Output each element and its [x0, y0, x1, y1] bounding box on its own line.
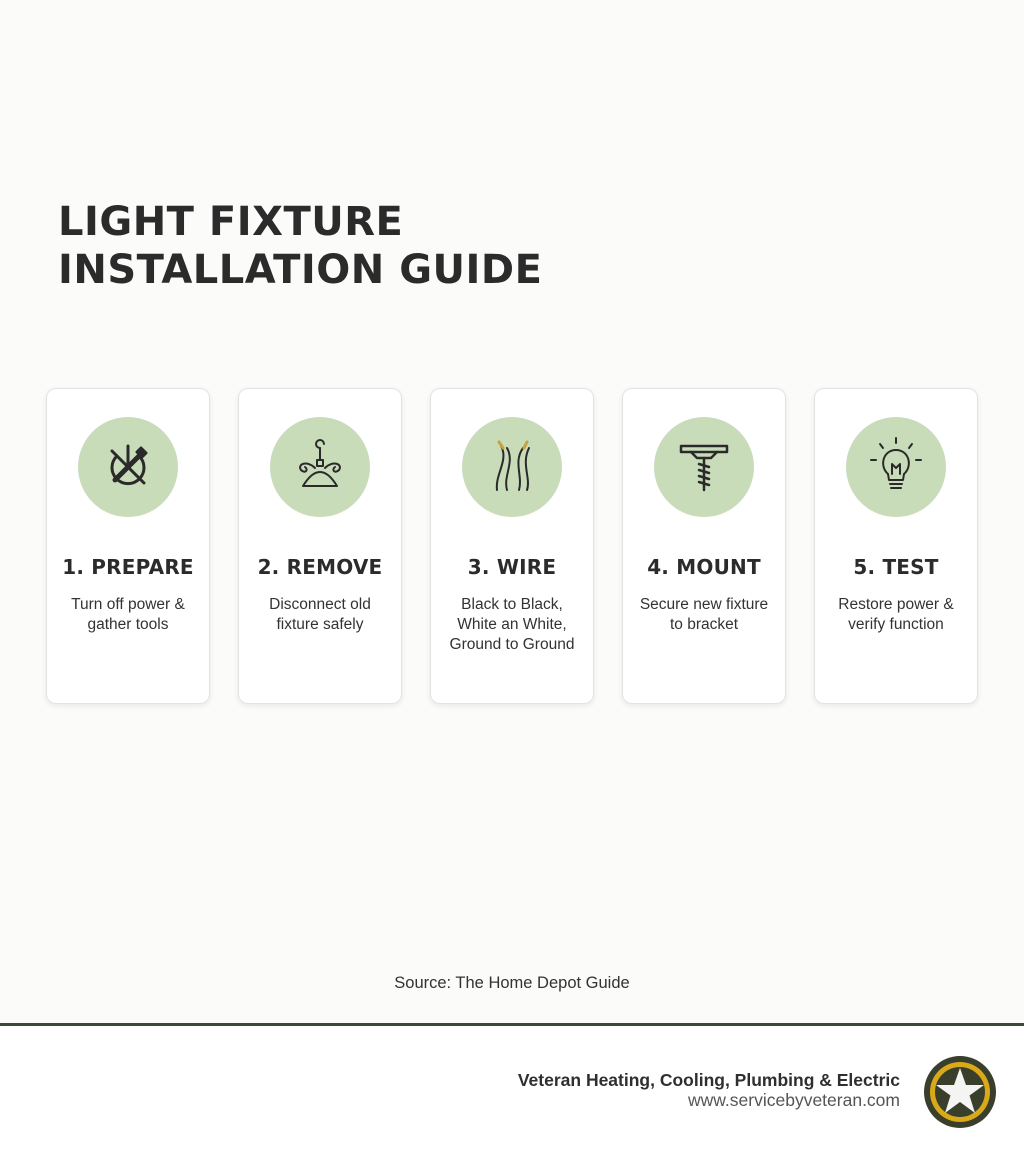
star-badge-logo — [922, 1054, 998, 1130]
step-description: Black to Black, White an White, Ground to Ground — [449, 596, 575, 653]
light-bulb-icon — [846, 417, 946, 517]
step-title: 5. TEST — [853, 555, 939, 579]
source-credit: Source: The Home Depot Guide — [394, 974, 630, 992]
company-name: Veteran Heating, Cooling, Plumbing & Electric — [517, 1070, 900, 1090]
step-title: 2. REMOVE — [257, 555, 383, 579]
step-title: 3. WIRE — [467, 555, 557, 579]
step-card-wire — [430, 388, 594, 704]
step-card-prepare — [46, 388, 210, 704]
step-title: 4. MOUNT — [647, 555, 761, 579]
step-description: Turn off power & gather tools — [71, 596, 185, 633]
website-link[interactable]: www.servicebyveteran.com — [687, 1090, 900, 1110]
page-title — [58, 198, 542, 294]
wires-icon — [462, 417, 562, 517]
step-card-remove — [238, 388, 402, 704]
bracket-screw-icon — [654, 417, 754, 517]
step-description: Secure new fixture to bracket — [639, 596, 769, 633]
steps-row — [46, 388, 978, 704]
step-card-mount — [622, 388, 786, 704]
hanging-fixture-icon — [270, 417, 370, 517]
step-description: Disconnect old fixture safely — [269, 596, 371, 633]
footer — [0, 1026, 1024, 1154]
title-line-2: INSTALLATION GUIDE — [58, 247, 543, 293]
step-card-test — [814, 388, 978, 704]
title-line-1: LIGHT FIXTURE — [58, 199, 404, 245]
power-off-tools-icon — [78, 417, 178, 517]
step-title: 1. PREPARE — [62, 555, 194, 579]
step-description: Restore power & verify function — [838, 596, 954, 633]
